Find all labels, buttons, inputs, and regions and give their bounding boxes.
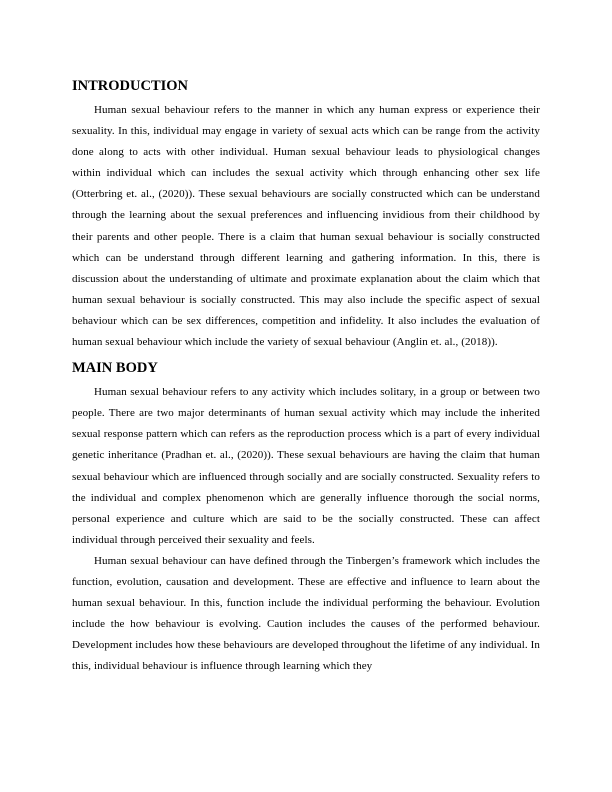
main-body-paragraph-2: Human sexual behaviour can have defined through the Tinbergen’s framework which includes the function, evolution, causation and development. These are effective and influence to learn about the human sexual behaviour. In this, function include the individual performing the behaviour. Evolution include the how behaviour is evolving. Caution includes the causes of the performed behaviour. Development includes how these behaviours are developed throughout the lifetime of any individual. In this, individual behaviour is influence through learning which they: [72, 554, 540, 673]
section-heading-main-body: MAIN BODY: [72, 360, 158, 377]
section-heading-introduction: INTRODUCTION: [72, 78, 189, 94]
main-body-paragraph-1: Human sexual behaviour refers to any activity which includes solitary, in a group or between two people. There are two major determinants of human sexual activity which may include the inherited sexual response pattern which can refers as the reproduction process which is a part of every individual genetic inheritance (Pradhan et. al., (2020)). These sexual behaviours are having the claim that human sexual behaviour which are influenced through socially and are socially constructed. Sexuality refers to the individual and complex phenomenon which are generally influence thorough the social norms, personal experience and culture which are said to be the socially constructed. These can affect individual through perceived their sexuality and feels.: [72, 386, 540, 546]
introduction-paragraph: Human sexual behaviour refers to the manner in which any human express or experience their sexuality. In this, individual may engage in variety of sexual acts which can be range from the activity done along to acts with other individual. Human sexual behaviour leads to physiological changes within individual which can includes the sexual activity which through enhancing other sex life (Otterbring et. al., (2020)). These sexual behaviours are socially constructed which can be understand through the learning about the sexual preferences and influencing invidious from their childhood by their parents and other people. There is a claim that human sexual behaviour is socially constructed which can be understand through different learning and gathering information. In this, there is discussion about the understanding of ultimate and proximate explanation about the claim which that human sexual behaviour is socially constructed. This may also include the specific aspect of sexual behaviour which can be sex differences, competition and infidelity. It also includes the evaluation of human sexual behaviour which include the variety of sexual behaviour (Anglin et. al., (2018)).: [72, 104, 540, 349]
document-body: [72, 76, 540, 677]
